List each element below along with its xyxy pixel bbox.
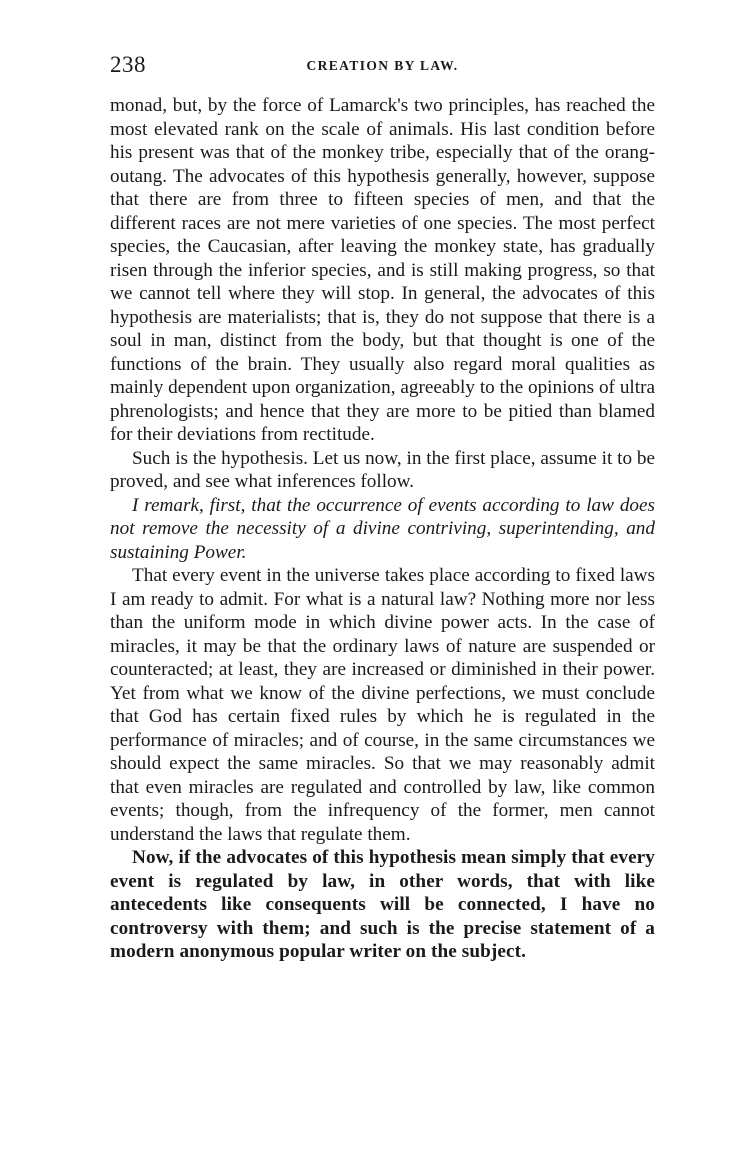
- body-text: [110, 94, 655, 964]
- paragraph-first-remark: I remark, first, that the occurrence of events according to law does not remove the necessity of a divine contriving, superintending, and sustaining Power.: [110, 494, 655, 563]
- running-head: [110, 52, 655, 94]
- running-title: CREATION BY LAW.: [306, 58, 459, 73]
- book-page: [110, 52, 655, 964]
- paragraph-continued: monad, but, by the force of Lamarck's two principles, has reached the most elevated rank on the scale of animals. His last condition before his present was that of the monkey tribe, especially that of the orang-outang. The advocates of this hypothesis generally, however, suppose that there are from three to fifteen species of men, and that the different races are not mere varieties of one species. The most perfect species, the Caucasian, after leaving the monkey state, has gradually risen through the inferior species, and is still making progress, so that we cannot tell where they will stop. In general, the advocates of this hypothesis are materialists; that is, they do not suppose that there is a soul in man, distinct from the body, but that thought is one of the functions of the brain. They usually also regard moral qualities as mainly dependent upon organization, agreeably to the opinions of ultra phrenologists; and hence that they are more to be pitied than blamed for their deviations from rectitude.: [110, 95, 655, 445]
- paragraph-hypothesis: Such is the hypothesis. Let us now, in the first place, assume it to be proved, and see what inferences follow.: [110, 447, 655, 492]
- page-number: 238: [110, 52, 146, 77]
- paragraph-natural-law: That every event in the universe takes place according to fixed laws I am ready to admit. For what is a natural law? Nothing more nor less than the uniform mode in which divine power acts. In the case of miracles, it may be that the ordinary laws of nature are suspended or counteracted; at least, they are increased or diminished in their power. Yet from what we know of the divine perfections, we must conclude that God has certain fixed rules by which he is regulated in the performance of miracles; and of course, in the same circumstances we should expect the same miracles. So that we may reasonably admit that even miracles are regulated and controlled by law, like common events; though, from the infrequency of the former, men cannot understand the laws that regulate them.: [110, 565, 655, 845]
- paragraph-advocates: Now, if the advocates of this hypothesis mean simply that every event is regulated by law, in other words, that with like antecedents like consequents will be connected, I have no controversy with them; and such is the precise statement of a modern anonymous popular writer on the subject.: [110, 847, 655, 962]
